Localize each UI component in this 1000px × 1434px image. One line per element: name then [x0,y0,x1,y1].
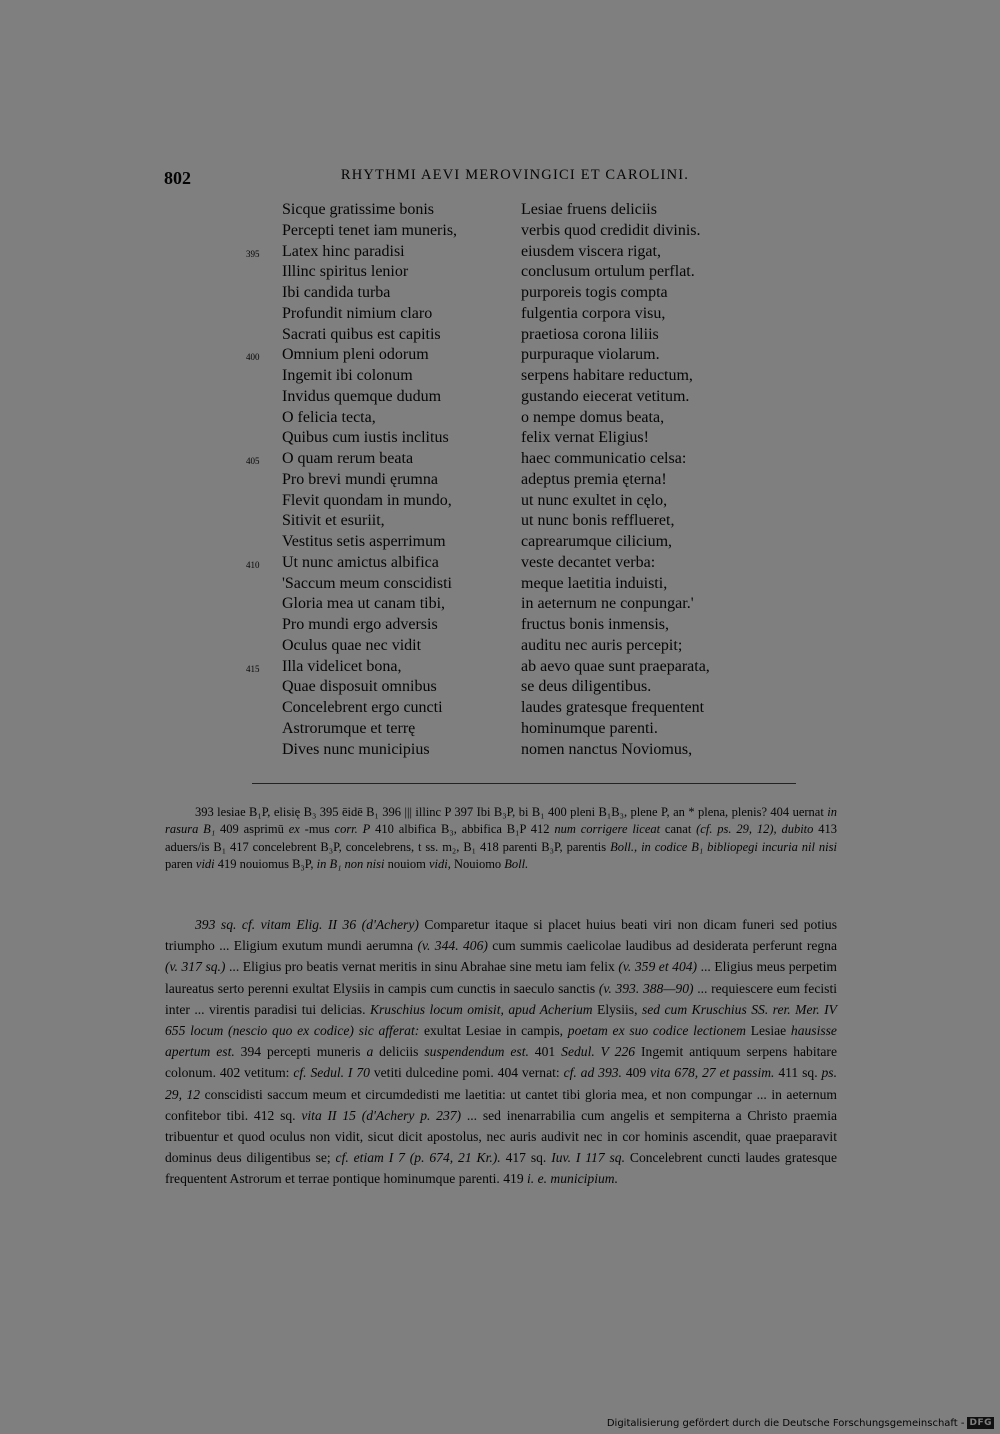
verse-first-half: Sicque gratissime bonis [282,201,434,218]
verse-line [0,243,1000,264]
verse-first-half: Profundit nimium claro [282,304,433,322]
verse-line [0,450,1000,471]
verse-second-half: purporeis togis compta [521,284,668,301]
verse-first-half: Astrorumque et terrę [282,719,416,737]
commentary-notes: 393 sq. cf. vitam Elig. II 36 (d'Achery) Comparetur itaque si placet huius beati viri non dicam funeri sed potius triumpho ... Eligium exutum mundi aerumna (v. 344. 406) cum summis caelicolae laudibus ad desiderata perferunt regna (v. 317 sq.) ... Eligius pro beatis vernat meritis in sinu Abrahae sine metu iam felix (v. 359 et 404) ... Eligius meus perpetim laureatus serto perenni exultat Elysiis in campis cum cunctis in saeculo sanctis (v. 393. 388—90) ... requiescere eum fecisti inter ... virentis paradisi tui delicias. Kruschius locum omisit, apud Acherium Elysiis, sed cum Kruschius SS. rer. Mer. IV 655 locum (nescio quo ex codice) sic afferat: exultat Lesiae in campis, poetam ex suo codice lectionem Lesiae hausisse apertum est. 394 percepti muneris a deliciis suspendendum est. 401 Sedul. V 226 Ingemit antiquum serpens habitare colonum. 402 vetitum: cf. Sedul. I 70 vetiti dulcedine pomi. 404 vernat: cf. ad 393. 409 vita 678, 27 et passim. 411 sq. ps. 29, 12 conscidisti saccum meum et circumdedisti me laetitia: ut cantet tibi gloria mea, et non compungar ... in aeternum confitebor tibi. 412 sq. vita II 15 (d'Achery p. 237) ... sed inenarrabilia cum angelis et sempiterna a Christo praemia tribuentur et quod oculus non vidit, sicut dicit apostolus, nec auris audivit nec in cor hominis ascendit, quae praeparavit dominus deus diligentibus se; cf. etiam I 7 (p. 674, 21 Kr.). 417 sq. Iuv. I 117 sq. Concelebrent cuncti laudes gratesque frequentent Astrorum et terrae pontique hominumque parenti. 419 i. e. municipium. [165,917,838,1187]
verse-line [0,616,1000,637]
verse-line [0,575,1000,596]
verse-second-half: eiusdem viscera rigat, [521,242,661,260]
verse-line [0,554,1000,575]
verse-line [0,699,1000,720]
verse-first-half: Omnium pleni odorum [282,346,429,364]
running-head: RHYTHMI AEVI MEROVINGICI ET CAROLINI. [340,167,690,183]
verse-line [0,678,1000,699]
verse-line [0,512,1000,533]
credit-text: Digitalisierung gefördert durch die Deutsche Forschungsgemeinschaft - [606,1417,965,1429]
footnote-rule [252,783,796,784]
verse-second-half: praetiosa corona liliis [521,325,659,343]
critical-apparatus: 393 lesiae B₁P, elisię B₃ 395 ēidē B₁ 396 ||| illinc P 397 Ibi B₃P, bi B₁ 400 pleni B₁B₃, plene P, an * plena, plenis? 404 uernat in rasura B₁ 409 asprimū ex -mus corr. P 410 albifica B₃, abbifica B₁P 412 num corrigere liceat canat (cf. ps. 29, 12), dubito 413 aduers/is B₁ 417 concelebrent B₃P, concelebrens, t ss. m₂, B₁ 418 parenti B₃P, parentis Boll., in codice B₁ bibliopegi incuria nil nisi paren vidi 419 nouiomus B₃P, in B₁ non nisi nouiom vidi, Nouiomo Boll. [165,805,837,872]
verse-line [0,222,1000,243]
verse-first-half: Quae disposuit omnibus [282,678,437,696]
verse-first-half: Flevit quondam in mundo, [282,491,452,509]
verse-line [0,741,1000,762]
line-number: 415 [246,663,260,674]
verse-first-half: Oculus quae nec vidit [282,636,422,654]
verse-second-half: laudes gratesque frequentent [521,699,705,716]
verse-line [0,637,1000,658]
verse-first-half: Vestitus setis asperrimum [282,533,446,550]
verse-first-half: Dives nunc municipius [282,740,430,758]
verse-line [0,326,1000,347]
verse-first-half: Invidus quemque dudum [282,387,442,405]
verse-first-half: Sitivit et esuriit, [282,512,385,530]
verse-first-half: Illa videlicet bona, [282,657,402,675]
verse-second-half: fulgentia corpora visu, [521,304,666,322]
verse-line [0,533,1000,554]
verse-second-half: auditu nec auris percepit; [521,636,683,654]
verse-line [0,429,1000,450]
verse-first-half: Ibi candida turba [282,284,391,301]
verse-line [0,471,1000,492]
verse-second-half: verbis quod credidit divinis. [521,221,701,239]
verse-line [0,201,1000,222]
verse-second-half: conclusum ortulum perflat. [521,263,695,281]
verse-second-half: in aeternum ne conpungar.' [521,595,694,613]
verse-second-half: ab aevo quae sunt praeparata, [521,657,710,675]
verse-second-half: purpuraque violarum. [521,346,660,364]
verse-line [0,367,1000,388]
verse-first-half: Gloria mea ut canam tibi, [282,595,446,613]
verse-line [0,346,1000,367]
line-number: 395 [246,248,260,259]
verse-first-half: Pro mundi ergo adversis [282,616,438,633]
line-number: 405 [246,456,260,466]
verse-line [0,492,1000,513]
verse-first-half: Ingemit ibi colonum [282,367,413,384]
line-number: 400 [246,352,260,363]
verse-line [0,284,1000,305]
verse-first-half: Percepti tenet iam muneris, [282,221,458,239]
page-number: 802 [164,168,191,188]
verse-second-half: hominumque parenti. [521,719,658,737]
dfg-logo: DFG [969,1418,992,1428]
verse-first-half: Ut nunc amictus albifica [282,553,439,571]
verse-line [0,409,1000,430]
verse-second-half: se deus diligentibus. [521,678,652,696]
line-number: 410 [246,559,260,570]
digitization-credit [607,1417,994,1429]
verse-line [0,263,1000,284]
verse-second-half: felix vernat Eligius! [521,429,649,447]
verse-first-half: Sacrati quibus est capitis [282,325,441,343]
verse-line [0,595,1000,616]
verse-second-half: meque laetitia induisti, [521,574,668,592]
verse-first-half: Pro brevi mundi ęrumna [282,470,438,488]
verse-first-half: O quam rerum beata [282,450,414,467]
verse-second-half: haec communicatio celsa: [521,450,687,467]
verse-first-half: 'Saccum meum conscidisti [282,574,452,592]
verse-second-half: caprearumque cilicium, [521,533,673,550]
verse-first-half: Quibus cum iustis inclitus [282,429,449,447]
verse-second-half: Lesiae fruens deliciis [521,201,657,218]
verse-line [0,658,1000,679]
verse-first-half: Latex hinc paradisi [282,242,405,260]
verse-second-half: ut nunc bonis refflueret, [521,512,675,530]
verse-second-half: veste decantet verba: [521,553,656,571]
verse-first-half: Concelebrent ergo cuncti [282,699,443,716]
verse-second-half: nomen nanctus Noviomus, [521,740,693,758]
verse-second-half: gustando eiecerat vetitum. [521,387,690,405]
verse-line [0,305,1000,326]
verse-second-half: ut nunc exultet in cęlo, [521,491,668,509]
verse-line [0,388,1000,409]
verse-line [0,720,1000,741]
verse-second-half: fructus bonis inmensis, [521,616,669,633]
verse-first-half: Illinc spiritus lenior [282,263,409,281]
verse-second-half: serpens habitare reductum, [521,367,693,384]
verse-second-half: adeptus premia ęterna! [521,470,667,488]
verse-first-half: O felicia tecta, [282,408,376,426]
verse-second-half: o nempe domus beata, [521,408,665,426]
